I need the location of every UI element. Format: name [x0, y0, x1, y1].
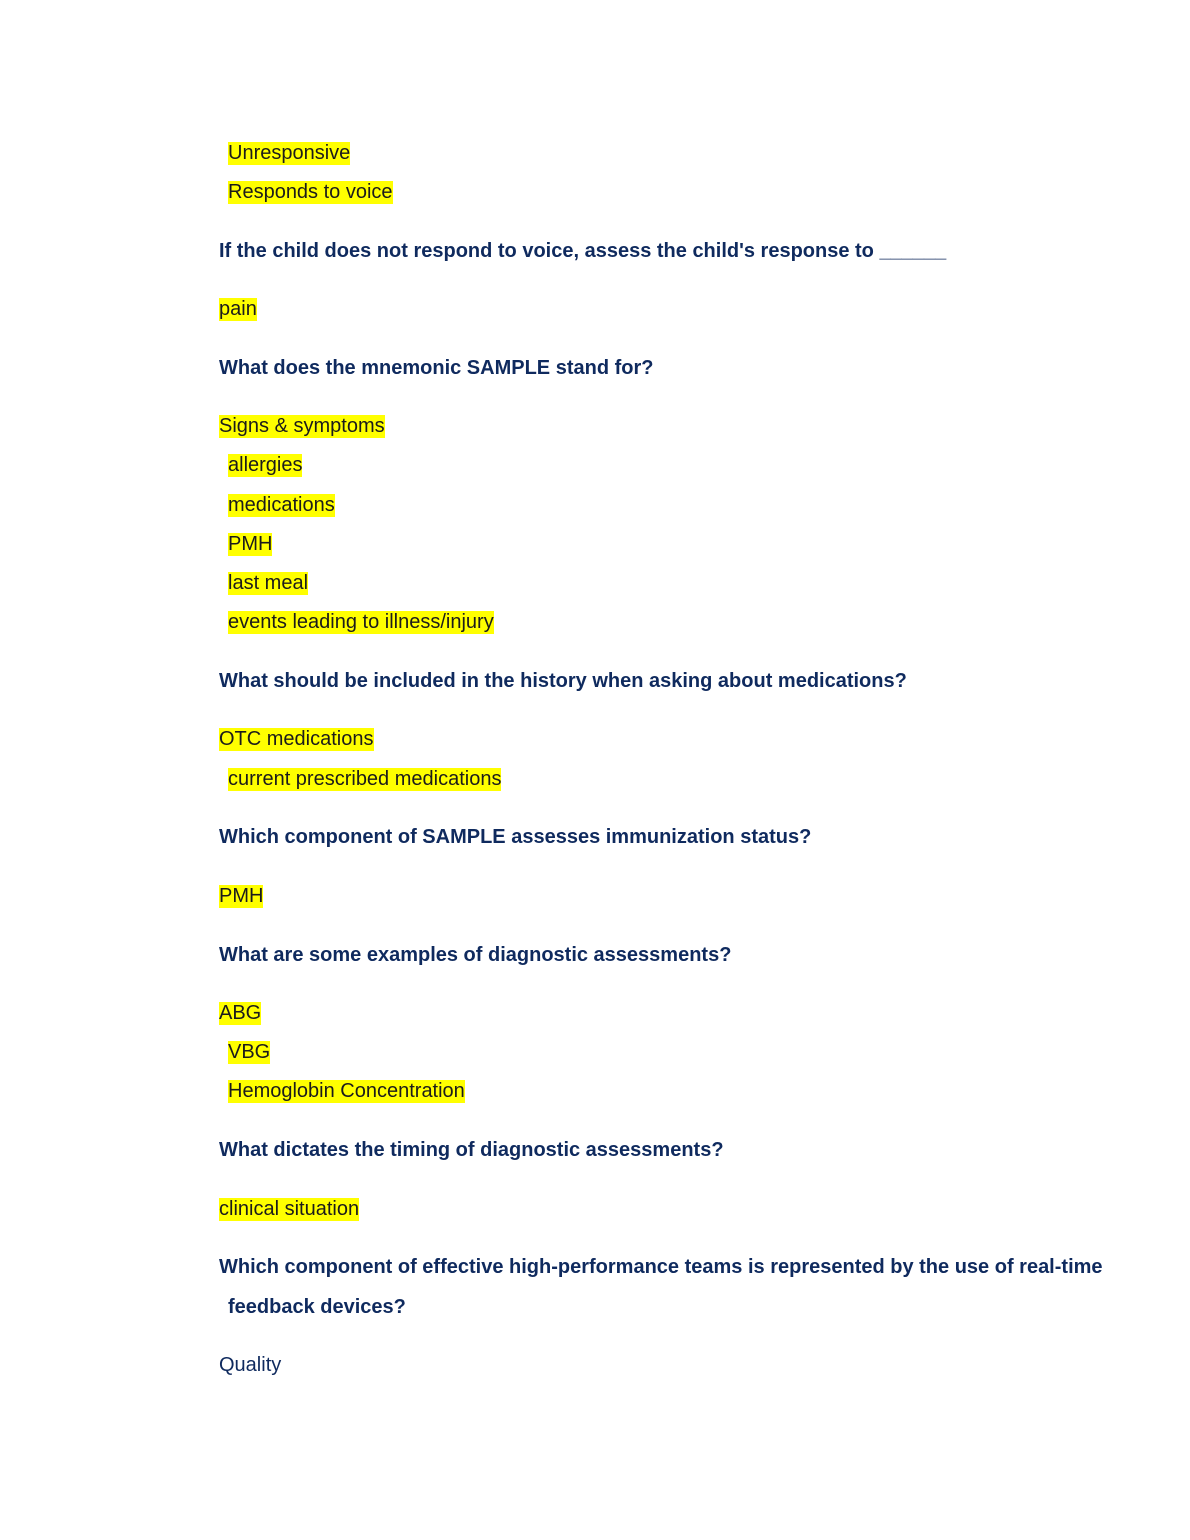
highlighted-answer: PMH	[228, 533, 273, 555]
answer-line	[228, 767, 501, 791]
answer-line	[228, 1079, 465, 1103]
highlighted-answer: current prescribed medications	[228, 768, 502, 790]
question-line: Which component of SAMPLE assesses immunization status?	[219, 826, 812, 848]
answer-line	[219, 1197, 359, 1221]
highlighted-answer: clinical situation	[219, 1198, 360, 1220]
highlighted-answer: pain	[219, 298, 257, 320]
highlighted-answer: PMH	[219, 885, 264, 907]
answer-line	[219, 414, 385, 438]
answer-line	[228, 493, 335, 517]
answer-line	[228, 180, 393, 204]
answer-line	[219, 297, 257, 321]
answer-line: Quality	[219, 1354, 282, 1376]
highlighted-answer: events leading to illness/injury	[228, 611, 494, 633]
question-line: What dictates the timing of diagnostic assessments?	[219, 1139, 724, 1161]
answer-line	[219, 1001, 261, 1025]
highlighted-answer: ABG	[219, 1002, 262, 1024]
answer-line	[228, 532, 272, 556]
highlighted-answer: OTC medications	[219, 728, 374, 750]
question-line: What should be included in the history when asking about medications?	[219, 670, 907, 692]
question-line: Which component of effective high-performance teams is represented by the use of real-time	[219, 1256, 1103, 1278]
highlighted-answer: Responds to voice	[228, 181, 393, 203]
highlighted-answer: VBG	[228, 1041, 271, 1063]
highlighted-answer: last meal	[228, 572, 309, 594]
highlighted-answer: Unresponsive	[228, 142, 351, 164]
question-line: What does the mnemonic SAMPLE stand for?	[219, 357, 654, 379]
answer-line	[228, 453, 302, 477]
question-line-continuation: feedback devices?	[228, 1296, 406, 1318]
answer-line	[228, 610, 494, 634]
answer-line	[228, 1040, 270, 1064]
answer-line	[219, 884, 263, 908]
answer-line	[228, 571, 308, 595]
highlighted-answer: Hemoglobin Concentration	[228, 1080, 465, 1102]
highlighted-answer: allergies	[228, 454, 303, 476]
answer-line	[219, 727, 374, 751]
highlighted-answer: medications	[228, 494, 335, 516]
question-line: What are some examples of diagnostic assessments?	[219, 944, 732, 966]
question-line: If the child does not respond to voice, assess the child's response to ______	[219, 240, 947, 262]
answer-line	[228, 141, 350, 165]
highlighted-answer: Signs & symptoms	[219, 415, 385, 437]
